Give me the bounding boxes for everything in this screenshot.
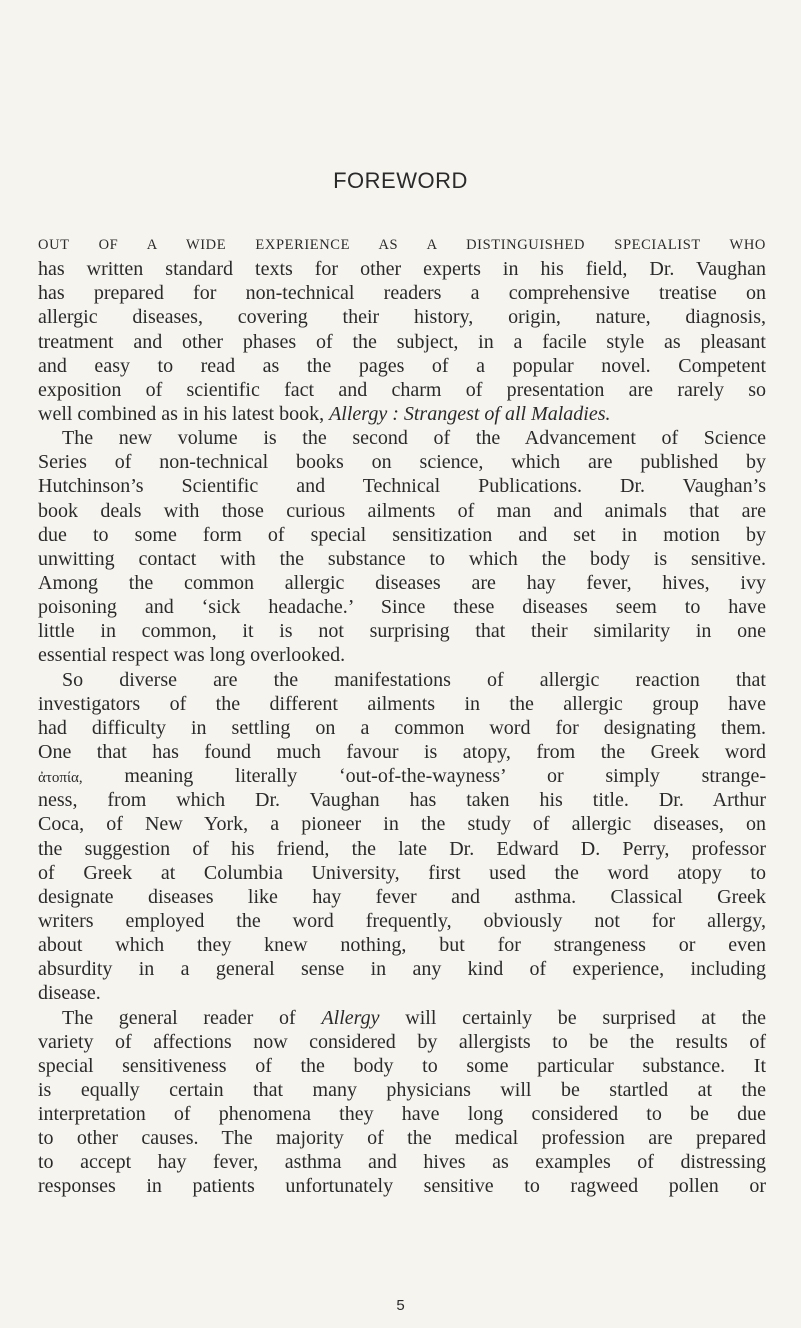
text-fragment: meaning literally ‘out-of-the-wayness’ or simply strange- xyxy=(124,765,766,788)
text-line: The new volume is the second of the Advancement of Science xyxy=(62,427,766,450)
text-line: special sensitiveness of the body to some particular substance. It xyxy=(38,1054,766,1077)
text-line: little in common, it is not surprising that their similarity in one xyxy=(38,620,766,643)
text-line: had difficulty in settling on a common word for designating them. xyxy=(38,716,766,739)
book-title: Allergy : Strangest of all Maladies. xyxy=(329,402,611,425)
text-fragment: will certainly be surprised at the xyxy=(405,1006,767,1029)
text-line: about which they knew nothing, but for strangeness or even xyxy=(38,934,766,957)
text-line: Among the common allergic diseases are hay fever, hives, ivy xyxy=(38,571,766,594)
text-line: and easy to read as the pages of a popular novel. Competent xyxy=(38,354,766,377)
text-line: variety of affections now considered by allergists to be the results of xyxy=(38,1030,766,1053)
text-line xyxy=(38,1006,766,1030)
text-line: So diverse are the manifestations of allergic reaction that xyxy=(62,668,766,691)
text-line: the suggestion of his friend, the late Dr. Edward D. Perry, professor xyxy=(38,837,766,860)
text-line: ness, from which Dr. Vaughan has taken his title. Dr. Arthur xyxy=(38,789,766,812)
text-line xyxy=(38,764,766,788)
text-line: absurdity in a general sense in any kind of experience, including xyxy=(38,958,766,981)
page-title: FOREWORD xyxy=(333,168,468,193)
text-fragment: The general reader of xyxy=(62,1006,296,1029)
text-line: unwitting contact with the substance to which the body is sensitive. xyxy=(38,547,766,570)
text-line: investigators of the different ailments in the allergic group have xyxy=(38,692,766,715)
text-line: disease. xyxy=(38,982,101,1005)
text-line: exposition of scientific fact and charm of presentation are rarely so xyxy=(38,378,766,401)
book-title-short: Allergy xyxy=(321,1006,380,1029)
text-line: book deals with those curious ailments of man and animals that are xyxy=(38,499,766,522)
text-line: responses in patients unfortunately sensitive to ragweed pollen or xyxy=(38,1175,766,1198)
text-line: One that has found much favour is atopy, from the Greek word xyxy=(38,740,766,763)
text-line: interpretation of phenomena they have long considered to be due xyxy=(38,1103,766,1126)
text-line: writers employed the word frequently, obviously not for allergy, xyxy=(38,909,766,932)
foreword-body xyxy=(38,233,766,1199)
text-line: essential respect was long overlooked. xyxy=(38,644,346,667)
text-line: poisoning and ‘sick headache.’ Since these diseases seem to have xyxy=(38,596,766,619)
text-line: of Greek at Columbia University, first used the word atopy to xyxy=(38,861,766,884)
text-line: Coca, of New York, a pioneer in the study of allergic diseases, on xyxy=(38,813,766,836)
greek-word: ἀτοπία, xyxy=(38,770,83,787)
page-number: 5 xyxy=(396,1297,405,1314)
text-line: to accept hay fever, asthma and hives as examples of distressing xyxy=(38,1151,766,1174)
text-line: treatment and other phases of the subject, in a facile style as pleasant xyxy=(38,330,766,353)
text-fragment: well combined as in his latest book, xyxy=(38,402,325,425)
text-line: to other causes. The majority of the medical profession are prepared xyxy=(38,1127,766,1150)
text-line: Hutchinson’s Scientific and Technical Publications. Dr. Vaughan’s xyxy=(38,475,766,498)
text-line: due to some form of special sensitization and set in motion by xyxy=(38,523,766,546)
text-line: Series of non-technical books on science, which are published by xyxy=(38,451,766,474)
text-line: allergic diseases, covering their history, origin, nature, diagnosis, xyxy=(38,306,766,329)
text-line: has written standard texts for other experts in his field, Dr. Vaughan xyxy=(38,258,766,281)
text-line: OUT OF A WIDE EXPERIENCE AS A DISTINGUISHED SPECIALIST WHO xyxy=(38,237,766,253)
text-line: designate diseases like hay fever and asthma. Classical Greek xyxy=(38,885,766,908)
text-line: is equally certain that many physicians will be startled at the xyxy=(38,1078,766,1101)
text-line: has prepared for non-technical readers a comprehensive treatise on xyxy=(38,282,766,305)
text-line xyxy=(38,402,766,426)
